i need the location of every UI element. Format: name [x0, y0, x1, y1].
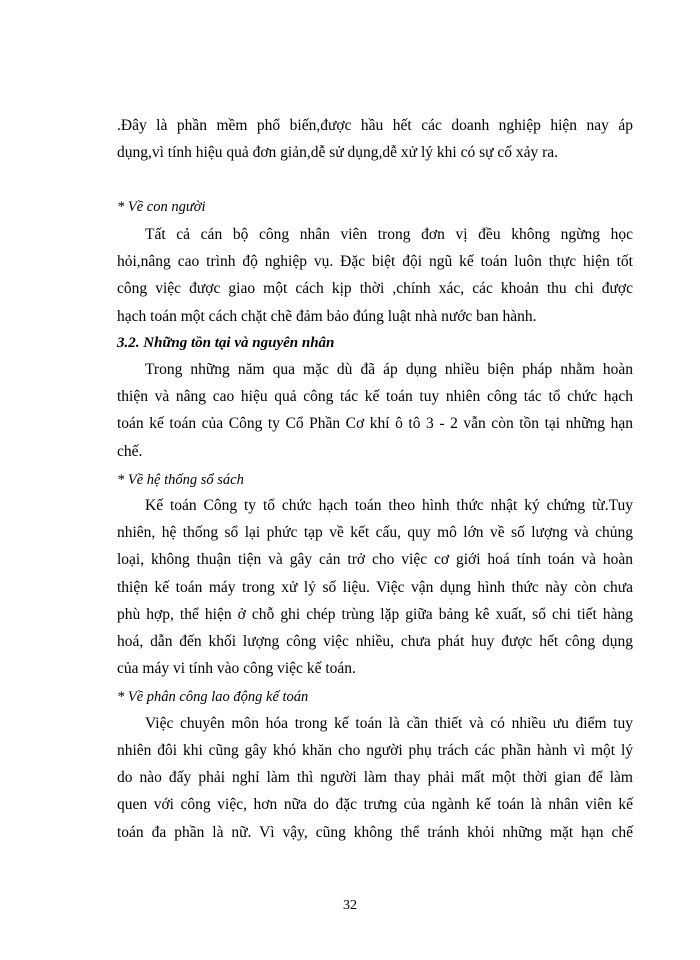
- text-line: toán đa phần là nữ. Vì vậy, cũng không thể tránh khỏi những mặt hạn chế: [117, 824, 633, 841]
- subheading-con-nguoi: * Về con người: [117, 199, 206, 215]
- text-line: hoá, dẫn đến khối lượng công việc nhiều, chưa phát huy được hết công dụng: [117, 633, 633, 650]
- text-line: Tất cả cán bộ công nhân viên trong đơn vị đều không ngừng học: [145, 226, 633, 243]
- page-number: 32: [343, 898, 357, 913]
- text-line: .Đây là phần mềm phổ biến,được hầu hết các doanh nghiệp hiện nay áp: [117, 117, 633, 134]
- text-line: hỏi,nâng cao trình độ nghiệp vụ. Đặc biệt đội ngũ kế toán luôn thực hiện tốt: [117, 253, 633, 270]
- text-line: nhiên đôi khi cũng gây khó khăn cho người phụ trách các phần hành vì một lý: [117, 742, 633, 759]
- text-line: nhiên, hệ thống sổ lại phức tạp về kết cấu, quy mô lớn về số lượng và chủng: [117, 524, 633, 541]
- text-line: toán kế toán của Công ty Cổ Phần Cơ khí ô tô 3 - 2 vẫn còn tồn tại những hạn: [117, 415, 633, 432]
- text-line: chế.: [117, 443, 143, 460]
- text-line: của máy vi tính vào công việc kế toán.: [117, 660, 356, 677]
- text-line: thiện và nâng cao hiệu quả công tác kế toán tuy nhiên công tác tổ chức hạch: [117, 388, 633, 405]
- text-line: dụng,vì tính hiệu quả đơn giản,dễ sử dụng,dễ xử lý khi có sự cố xảy ra.: [117, 144, 559, 161]
- text-line: Trong những năm qua mặc dù đã áp dụng nhiều biện pháp nhằm hoàn: [145, 361, 633, 378]
- section-heading: 3.2. Những tồn tại và nguyên nhân: [117, 335, 335, 351]
- subheading-phan-cong: * Về phân công lao động kế toán: [117, 689, 309, 705]
- text-line: hạch toán một cách chặt chẽ đảm bảo đúng luật nhà nước ban hành.: [117, 308, 537, 325]
- text-line: phù hợp, thể hiện ở chỗ ghi chép trùng lặp giữa bảng kê xuất, sổ chi tiết hàng: [117, 606, 633, 623]
- text-line: công việc được giao một cách kịp thời ,chính xác, các khoản thu chi được: [117, 280, 633, 297]
- subheading-so-sach: * Về hệ thống sổ sách: [117, 472, 244, 488]
- text-line: quen với công việc, hơn nữa do đặc trưng của ngành kế toán là nhân viên kế: [117, 796, 633, 813]
- text-line: Việc chuyên môn hóa trong kế toán là cần thiết và có nhiều ưu điểm tuy: [145, 715, 633, 732]
- text-line: Kế toán Công ty tổ chức hạch toán theo hình thức nhật ký chứng từ.Tuy: [145, 497, 633, 514]
- text-line: do nào đấy phải nghỉ làm thì người làm thay phải mất một thời gian để làm: [117, 769, 633, 786]
- text-line: thiện kế toán máy trong xử lý số liệu. Việc vận dụng hình thức này còn chưa: [117, 579, 633, 596]
- text-line: loại, không thuận tiện và gây cản trở cho việc cơ giới hoá tính toán và hoàn: [117, 551, 633, 568]
